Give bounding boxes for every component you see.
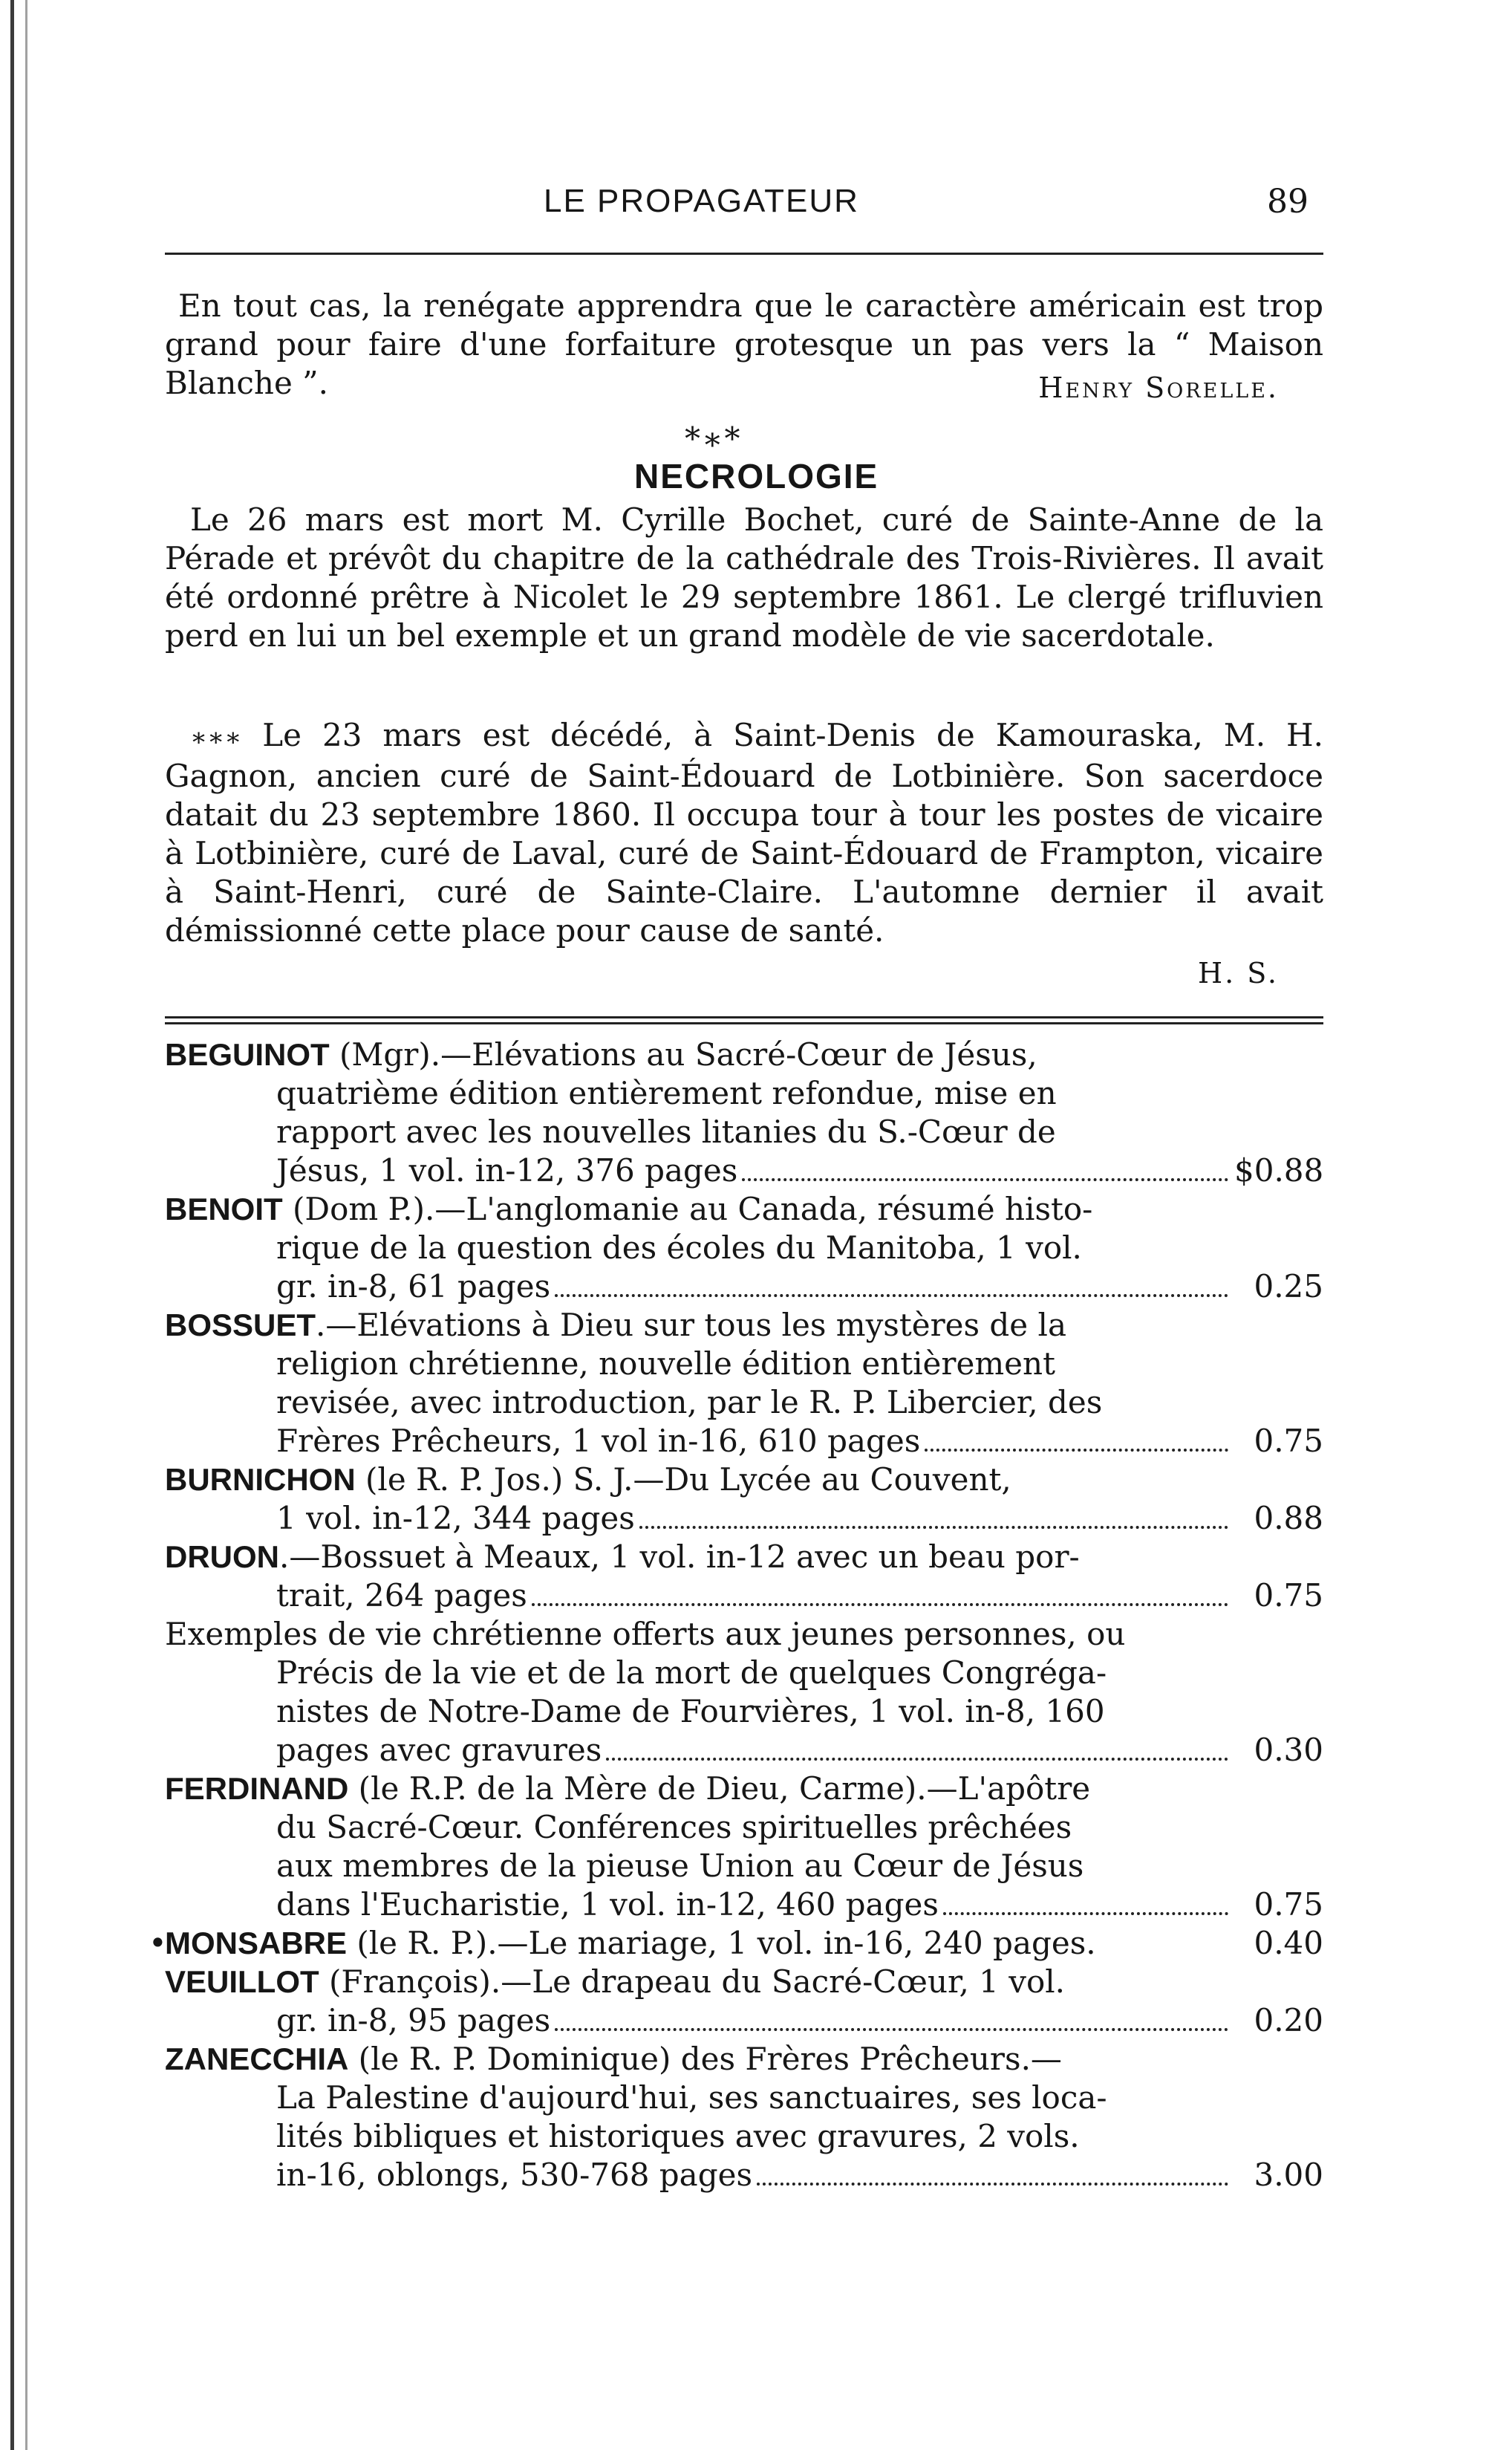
page-number: 89 — [1267, 183, 1309, 221]
book-title-line: (François).—Le drapeau du Sacré-Cœur, 1 vol. — [319, 1963, 1066, 2000]
book-description-line: du Sacré-Cœur. Conférences spirituelles prêchées — [276, 1809, 1072, 1845]
book-entry — [165, 1615, 1323, 1770]
leader-dots — [943, 1912, 1228, 1915]
book-price: 0.75 — [1254, 1886, 1323, 1923]
book-title-line: (Mgr).—Elévations au Sacré-Cœur de Jésus, — [329, 1036, 1037, 1073]
binding-edge-shadow — [25, 0, 27, 2450]
book-title-line: (le R. P. Jos.) S. J.—Du Lycée au Couvent, — [355, 1461, 1011, 1498]
leader-dots — [925, 1449, 1228, 1452]
book-price: 0.20 — [1254, 2002, 1323, 2038]
book-price: 0.88 — [1254, 1500, 1323, 1536]
book-author: MONSABRE — [165, 1926, 348, 1960]
book-entry — [165, 1036, 1323, 1190]
book-description-line: aux membres de la pieuse Union au Cœur de Jésus — [276, 1848, 1084, 1884]
list-rule-bottom — [165, 1022, 1323, 1024]
book-description-line: Précis de la vie et de la mort de quelques Congréga- — [276, 1654, 1107, 1691]
book-entry — [165, 1190, 1323, 1306]
book-author: FERDINAND — [165, 1771, 349, 1806]
intro-signature: Henry Sorelle. — [1038, 371, 1279, 404]
book-description-line: lités bibliques et historiques avec gravures, 2 vols. — [276, 2118, 1080, 2154]
book-price: 0.40 — [1254, 1925, 1323, 1961]
book-author: BURNICHON — [165, 1462, 356, 1497]
book-details: Jésus, 1 vol. in-12, 376 pages — [276, 1152, 738, 1189]
book-entry — [165, 1770, 1323, 1924]
book-title-line: .—Elévations à Dieu sur tous les mystères de la — [316, 1307, 1066, 1343]
book-entry — [165, 1306, 1323, 1460]
book-entry — [165, 1963, 1323, 2040]
necrology-signature: H. S. — [1197, 957, 1279, 990]
book-description-line: quatrième édition entièrement refondue, mise en — [276, 1075, 1057, 1111]
book-price: $0.88 — [1234, 1152, 1324, 1189]
separator-stars: *∗* — [685, 420, 742, 457]
book-title-line: (le R. P. Dominique) des Frères Prêcheurs.— — [348, 2041, 1062, 2077]
list-rule-top — [165, 1016, 1323, 1018]
book-title-line: .—Bossuet à Meaux, 1 vol. in-12 avec un beau por- — [279, 1538, 1080, 1575]
book-description-line: rapport avec les nouvelles litanies du S.-Cœur de — [276, 1114, 1056, 1150]
page-header — [165, 183, 1323, 227]
book-title-line: Exemples de vie chrétienne offerts aux jeunes personnes, ou — [165, 1616, 1126, 1652]
book-author: DRUON — [165, 1539, 279, 1574]
leader-dots — [757, 2183, 1228, 2186]
leader-dots — [606, 1758, 1228, 1761]
binding-edge — [10, 0, 14, 2450]
necrology-paragraph-1 — [165, 501, 1323, 655]
leader-dots — [742, 1178, 1228, 1181]
book-description-line: nistes de Notre-Dame de Fourvières, 1 vol. in-8, 160 — [276, 1693, 1105, 1729]
book-price: 0.30 — [1254, 1732, 1323, 1768]
book-details: gr. in-8, 61 pages — [276, 1268, 551, 1304]
book-entry — [165, 1460, 1323, 1538]
book-description-line: religion chrétienne, nouvelle édition entièrement — [276, 1345, 1055, 1382]
book-entry — [165, 1538, 1323, 1615]
book-details: in-16, oblongs, 530-768 pages — [276, 2157, 752, 2193]
bullet-marker: • — [149, 1925, 167, 1961]
book-details: gr. in-8, 95 pages — [276, 2002, 551, 2038]
section-title: NECROLOGIE — [634, 457, 879, 495]
book-description-line: rique de la question des écoles du Manitoba, 1 vol. — [276, 1229, 1082, 1266]
book-title-line: (le R. P.).—Le mariage, 1 vol. in-16, 240 pages. — [347, 1925, 1096, 1961]
book-list — [149, 1036, 1324, 2194]
book-price: 0.25 — [1254, 1268, 1323, 1304]
book-price: 0.75 — [1254, 1577, 1323, 1614]
book-details: Frères Prêcheurs, 1 vol in-16, 610 pages — [276, 1423, 921, 1459]
book-price: 3.00 — [1254, 2157, 1323, 2193]
leader-dots — [555, 2028, 1228, 2031]
book-author: ZANECCHIA — [165, 2041, 349, 2076]
book-author: BEGUINOT — [165, 1037, 330, 1072]
separator-asterisks: ∗∗∗ — [190, 723, 242, 753]
book-price: 0.75 — [1254, 1423, 1323, 1459]
book-title-line: (le R.P. de la Mère de Dieu, Carme).—L'apôtre — [348, 1770, 1091, 1807]
book-details: pages avec gravures — [276, 1732, 602, 1768]
book-author: VEUILLOT — [165, 1964, 319, 1999]
book-description-line: La Palestine d'aujourd'hui, ses sanctuaires, ses loca- — [276, 2079, 1107, 2116]
book-entry — [165, 2040, 1323, 2194]
necrology-text-1: Le 26 mars est mort M. Cyrille Bochet, curé de Sainte-Anne de la Pérade et prévôt du chapitre de la cathédrale des Trois-Rivières. Il avait été ordonné prêtre à Nicolet le 29 septembre 1861. Le clergé trifluvien perd en lui un bel exemple et un grand modèle de vie sacerdotale. — [165, 501, 1323, 654]
book-details: dans l'Eucharistie, 1 vol. in-12, 460 pages — [276, 1886, 939, 1923]
book-details: 1 vol. in-12, 344 pages — [276, 1500, 635, 1536]
header-rule — [165, 253, 1323, 255]
book-author: BENOIT — [165, 1192, 283, 1226]
intro-text: En tout cas, la renégate apprendra que le caractère américain est trop grand pour faire d'une forfaiture grotesque un pas vers la “ Maison Blanche ”. — [165, 287, 1323, 401]
book-details: trait, 264 pages — [276, 1577, 527, 1614]
necrology-paragraph-2 — [165, 716, 1324, 949]
necrology-text-2: Le 23 mars est décédé, à Saint-Denis de Kamouraska, M. H. Gagnon, ancien curé de Saint-Édouard de Lotbinière. Son sacerdoce datait du 23 septembre 1860. Il occupa tour à tour les postes de vicaire à Lotbinière, curé de Laval, curé de Saint-Édouard de Frampton, vicaire à Saint-Henri, curé de Sainte-Claire. L'automne dernier il avait démissionné cette place pour cause de santé. — [165, 717, 1324, 949]
book-title-line: (Dom P.).—L'anglomanie au Canada, résumé histo- — [282, 1191, 1093, 1227]
book-entry — [149, 1924, 1323, 1963]
leader-dots — [639, 1526, 1228, 1529]
leader-dots — [532, 1603, 1228, 1606]
leader-dots — [555, 1294, 1228, 1297]
book-author: BOSSUET — [165, 1307, 316, 1342]
book-description-line: revisée, avec introduction, par le R. P. Libercier, des — [276, 1384, 1103, 1420]
running-title: LE PROPAGATEUR — [544, 183, 859, 219]
